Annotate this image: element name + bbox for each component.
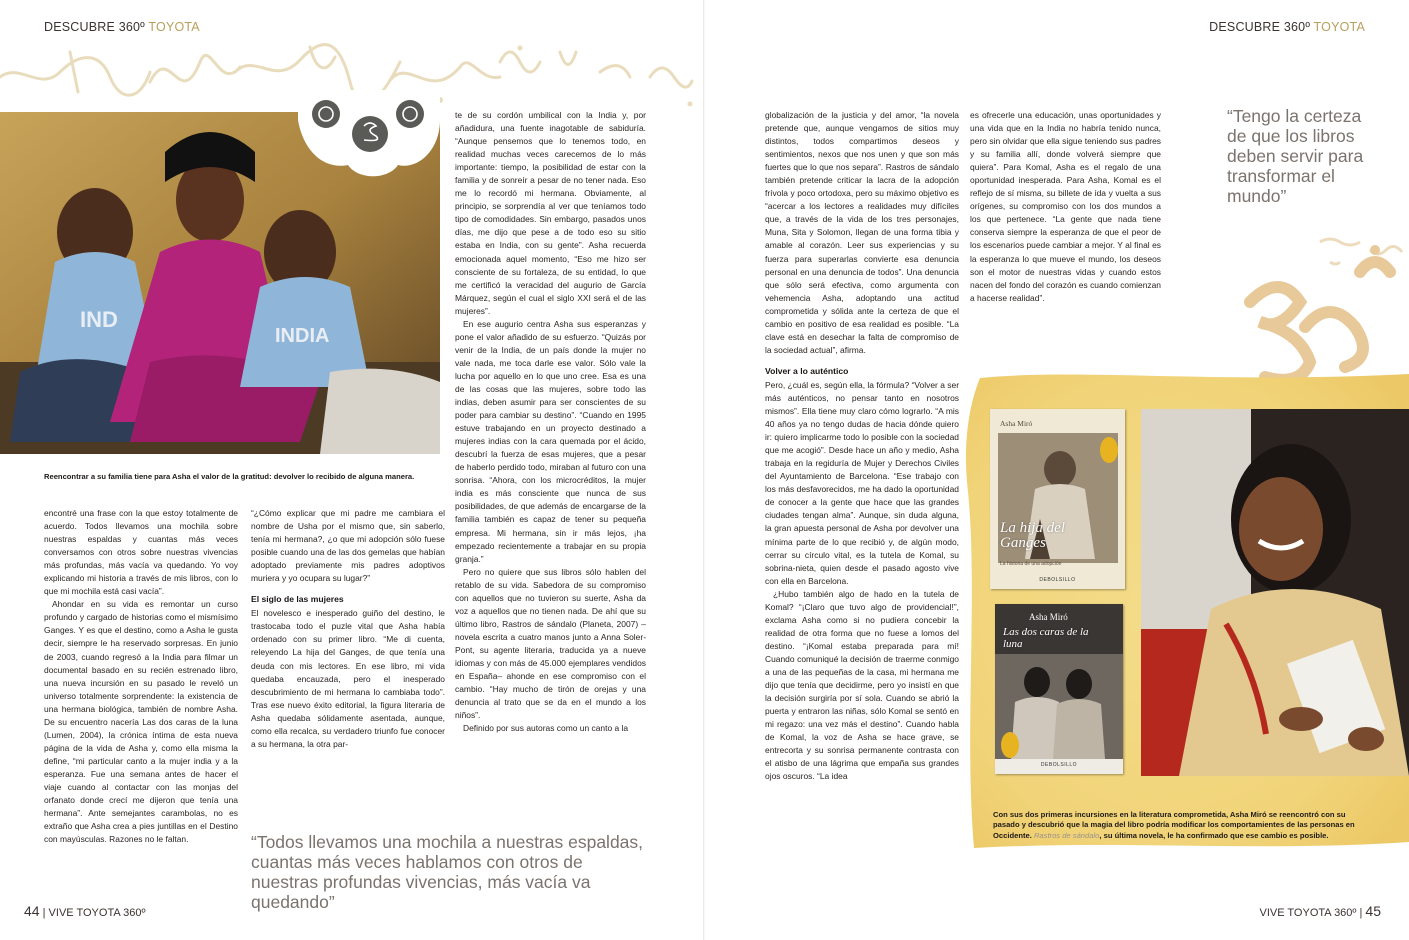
book-title: La hija del Ganges — [1000, 520, 1066, 551]
section-heading: El siglo de las mujeres — [251, 594, 344, 605]
book-title: Las dos caras de la luna — [1003, 626, 1089, 650]
book-publisher: DEBOLSILLO — [1040, 762, 1078, 768]
section-heading: Volver a lo auténtico — [765, 365, 849, 376]
caption-text: Con sus dos primeras incursiones en la literatura comprometida, Asha Miró se reencontró con su pasado y descubrió que la magia del libro podría modificar los comportamientes de las personas en Occidente. — [993, 810, 1355, 840]
header-brand: TOYOTA — [1313, 20, 1365, 34]
page-number: 44 — [24, 903, 40, 919]
page-number: 45 — [1365, 903, 1381, 919]
paragraph: ¿Hubo también algo de hado en la tutela de Komal? “¡Claro que tuvo algo de providencial!”, exclama Asha como si no pudiera concebir la realidad de otra forma que no fuese a lomos del destino. “¡Komal estaba preparada para mí! Cuando comuniqué la decisión de traerme conmigo a una de las pequeñas de la casa, mi hermana me dijo que tenía que decidirme, pero yo insistí en que la decisión surgiría por sí sola. Cuando se abrió la puerta y entraron las niñas, sólo Komal se sentó en mi regazo: una vez más el destino”. Cuando habla de Komal, la voz de Asha se hace grave, se entrecorta y su sonrisa permanente contrasta con el atisbo de una lágrima que empaña sus grandes ojos oscuros. “La idea — [765, 588, 959, 782]
flower-ornament — [298, 90, 440, 180]
page-gutter — [703, 0, 705, 940]
paragraph: Pero, ¿cuál es, según ella, la fórmula? “Volver a ser más auténticos, no pensar tanto en nosotros mismos”. Ella tiene muy claro cómo lograrlo. “A mis 40 años ya no tengo dudas de hacia dónde quiero ir: quiero implicarme todo lo posible con la sociedad que me acogió”. Desde hace un año y medio, Asha trabaja en la regiduría de Mujer y Derechos Civiles del Ayuntamiento de Barcelona. “Ese trabajo con los más desfavorecidos, me ha dado la oportunidad de conocer a la gente que hace que las grandes ciudades tengan alma”. Aunque, sin duda alguna, la gran apuesta personal de Asha por devolver una mínima parte de lo que recibió y, de algún modo, cerrar su círculo vital, es la tutela de Komal, su sobrina-nieta, quien desde el pasado agosto vive con ella en Barcelona. — [765, 379, 959, 586]
books-caption — [993, 810, 1365, 841]
paragraph: “¿Cómo explicar que mi padre me cambiara el nombre de Usha por el mismo que, sin saberlo, tenía mi hermana?, ¿o que mi adopción sólo fuese posible cuando una de las dos gemelas que habían adoptado previamente mis padres adoptivos muriera y yo ocupara su lugar?” — [251, 508, 445, 584]
photo-asha-portrait — [1141, 409, 1409, 776]
article-column-5 — [970, 109, 1161, 305]
book-subtitle: La historia de una adopción — [1000, 561, 1062, 567]
paragraph: Definido por sus autoras como un canto a la — [463, 723, 629, 734]
page-header-left — [44, 20, 200, 34]
book-cover-la-hija-del-ganges — [990, 409, 1125, 589]
header-brand: TOYOTA — [148, 20, 200, 34]
paragraph: es ofrecerle una educación, unas oportunidades y una vida que en la India no habría tenido nunca, pero sin olvidar que ella sigue teniendo sus padres y su familia allí, donde volverá siempre que quiera”. Para Komal, Asha es el regalo de una oportunidad inesperada. Para Asha, Komal es el reflejo de sí misma, su billete de ida y vuelta a sus orígenes, su compromiso con los dos mundos a los que pertenece. “La gente que nada tiene conserva siempre la esperanza de que el peor de los escenarios puede cambiar a mejor. Y al final es la esperanza lo que mueve el mundo, los deseos son el motor de nuestras vidas y cuando estos nacen del fondo del corazón es cuando comienzan a hacerse realidad”. — [970, 110, 1161, 303]
article-column-3 — [455, 109, 646, 735]
article-column-2 — [251, 507, 445, 751]
paragraph: Ahondar en su vida es remontar un curso profundo y cargado de historias como el mismísimo Ganges. Y es que el destino, como a Asha le gusta decir, siempre le ha reservado sorpresas. En junio de 2003, cuando regresó a la India para filmar un documental basado en su recién estrenado libro, una nueva incursión en su pasado le reveló un universo totalmente sorprendente: la existencia de una hermana biológica, también de nombre Asha. De su encuentro nacería Las dos caras de la luna (Lumen, 2004), la crónica íntima de esta nueva página de la vida de Asha y, como ella misma la define, “mi particular canto a la mujer india y a la esperanza. Fue una semana antes de hacer el viaje cuando al contactar con las monjas del orfanato donde crecí me dijeron que tenía una hermana”. Ante semejantes carambolas, no es extraño que Asha crea a pies juntillas en el Destino con mayúsculas. Razones no le faltan. — [44, 599, 238, 845]
header-section: DESCUBRE 360º — [1209, 20, 1311, 34]
svg-text:INDIA: INDIA — [275, 325, 330, 347]
caption-book-title: Rastros de sándalo — [1033, 830, 1100, 840]
paragraph: En ese augurio centra Asha sus esperanzas y pone el valor añadido de su esfuerzo. “Quizás por venir de la India, de un país donde la mujer no vale nada, me toca darle ese valor. Sólo vale la lucha por aquello en lo que uno cree. Esa es una de las cosas que las mujeres, sobre todo las indias, deben asumir para ser conscientes de su poder para cambiar su destino”. “Cuando en 1995 estuve trabajando en un proyecto destinado a mujeres indias con la cara quemada por el ácido, descubrí la fuerza de esas mujeres, que a pesar de haberlo perdido todo, miraban al futuro con una sonrisa. “Ahora, con los microcréditos, la mujer india es más consciente que nunca de sus posibilidades, de que además de encargarse de la familia también es capaz de tener su pequeña empresa. Mi hermana, sin ir más lejos, ¡ha empezado recientemente a trabajar en su propia granja.” — [455, 318, 646, 564]
book-publisher: DEBOLSILLO — [1039, 577, 1076, 583]
book-author: Asha Miró — [1029, 612, 1068, 622]
article-column-4 — [765, 109, 959, 783]
page-footer-right — [1259, 903, 1381, 919]
paragraph: El novelesco e inesperado guiño del destino, le trastocaba todo el puzle vital que Asha había ordenado con su primer libro. “Me di cuenta, releyendo La hija del Ganges, de que tenía una deuda con mis lectores. En ese libro, mi vida quedaba encauzada, pero el inesperado descubrimiento de mi hermana lo cambiaba todo”. Tras ese nuevo éxito editorial, la figura literaria de Asha quedaba sólidamente asentada, aunque, como ella recalca, su verdadero triunfo fue conocer a su hermana, la otra par- — [251, 608, 445, 749]
photo-caption: Reencontrar a su familia tiene para Asha el valor de la gratitud: devolver lo recibido de alguna manera. — [44, 472, 415, 481]
paragraph: encontré una frase con la que estoy totalmente de acuerdo. Todos llevamos una mochila sobre nuestras espaldas y cuantas más veces conversamos con otros sobre nuestras vivencias más profundas, más vacía va quedando. Yo voy explicando mi historia a través de mis libros, con lo que mi mochila está casi vacía”. — [44, 508, 238, 597]
caption-text: , su última novela, le ha confirmado que ese cambio es posible. — [1099, 830, 1329, 840]
footer-label: VIVE TOYOTA 360º | — [1259, 907, 1363, 919]
svg-text:IND: IND — [80, 307, 118, 332]
book-author: Asha Miró — [1000, 419, 1033, 428]
page-header-right — [1209, 20, 1365, 34]
footer-label: | VIVE TOYOTA 360º — [42, 907, 146, 919]
om-symbol-decoration — [1210, 232, 1409, 382]
paragraph: te de su cordón umbilical con la India y, por añadidura, una fuente inagotable de sabiduría. “Aunque pensemos que lo tenemos todo, en realidad muchas veces carecemos de lo más importante: tiempo, la posibilidad de estar con la familia y de sonreír a pesar de no tener nada. Eso me lo recordó mi hermana. Obviamente, al principio, se sorprendía al ver que teníamos todo tipo de comodidades. Sin embargo, pasados unos días, me dijo que pese a de todo eso su sitio estaba en India, con su gente”. Asha recuerda emocionada aquel momento, “Eso me hizo ser consciente de su fortaleza, de su entidad, lo que me certificó la veracidad del augurio de García Márquez, según el cual el siglo XXI será el de las mujeres”. — [455, 110, 646, 316]
paragraph: globalización de la justicia y del amor, “la novela pretende que, aunque vengamos de sitios muy distintos, todos compartimos deseos y sentimientos, nexos que nos unen y que son más fuertes que lo que nos separa”. Rastros de sándalo también pretende criticar la lacra de la adopción frívola y poco ortodoxa, pero su máximo objetivo es “acercar a los lectores a realidades muy difíciles que, a través de la vida de los tres personajes, Muna, Sita y Solomon, llegan de una forma tibia y amable al corazón. Leer sus experiencias y su fuerza para superarlas convierte esa denuncia personal en una denuncia de todos”. Una denuncia que sólo será efectiva, como argumenta con vehemencia Asha, adoptando una actitud comprometida y sólida ante la certeza de que el cambio en positivo de esa realidad es posible. “La clave está en desechar la falta de compromiso de la sociedad actual”, afirma. — [765, 110, 959, 355]
book-cover-las-dos-caras-de-la-luna — [995, 604, 1123, 774]
pull-quote: “Todos llevamos una mochila a nuestras espaldas, cuantas más veces hablamos con otros de nuestras profundas vivencias, más vacía va quedando” — [251, 832, 644, 912]
page-footer-left — [24, 903, 146, 919]
pull-quote: “Tengo la certeza de que los libros deben servir para transformar el mundo” — [1227, 106, 1364, 206]
article-column-1 — [44, 507, 238, 846]
paragraph: Pero no quiere que sus libros sólo hablen del retablo de su vida. Sabedora de su compromiso con aquellos que no tuvieron su suerte, Asha da voz a aquellos que no tienen nada. De ahí que su último libro, Rastros de sándalo (Planeta, 2007) –novela escrita a cuatro manos junto a Anna Soler-Pont, su agente literaria, traducida ya a nueve idiomas y con más de 45.000 ejemplares vendidos en España– ahonde en ese compromiso con el cambio. “Hay mucho de tirón de orejas y una denuncia al trato que se da en el mundo a los niños”. — [455, 566, 646, 721]
header-section: DESCUBRE 360º — [44, 20, 145, 34]
